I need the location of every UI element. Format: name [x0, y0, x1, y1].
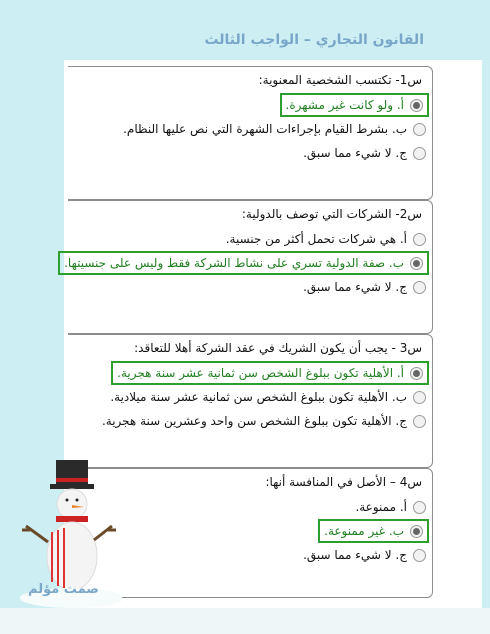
option-label: ج. لا شيء مما سبق. [303, 146, 407, 160]
question-text: س4 – الأصل في المنافسة أنها: [265, 475, 422, 489]
question-text: س3 - يجب أن يكون الشريك في عقد الشركة أهلا للتعاقد: [134, 341, 422, 355]
option-label: أ. هي شركات تحمل أكثر من جنسية. [225, 232, 407, 246]
footer-signature: صمت مؤلم [28, 582, 99, 597]
question-card-2 [64, 200, 433, 334]
option-label: أ. الأهلية تكون ببلوغ الشخص سن ثمانية عشر سنة هجرية. [117, 366, 404, 380]
option-label: ج. لا شيء مما سبق. [303, 280, 407, 294]
radio-button[interactable] [410, 99, 423, 112]
snowman-body-icon [47, 522, 97, 590]
question-card-3 [68, 334, 433, 468]
question-text: س1- تكتسب الشخصية المعنوية: [258, 73, 422, 87]
option-label: أ. ولو كانت غير مشهرة. [285, 98, 404, 112]
option-label: ج. لا شيء مما سبق. [303, 548, 407, 562]
option-b[interactable] [68, 385, 432, 409]
hat-icon [56, 460, 88, 486]
option-a[interactable] [68, 227, 432, 251]
option-label: أ. ممنوعة. [355, 500, 407, 514]
radio-button[interactable] [413, 281, 426, 294]
question-text: س2- الشركات التي توصف بالدولية: [241, 207, 422, 221]
option-label: ب. صفة الدولية تسري على نشاط الشركة فقط وليس على جنسيتها. [64, 256, 404, 270]
question-card-1 [68, 66, 433, 200]
radio-button[interactable] [413, 501, 426, 514]
radio-button[interactable] [413, 147, 426, 160]
radio-button[interactable] [413, 415, 426, 428]
option-label: ب. بشرط القيام بإجراءات الشهرة التي نص عليها النظام. [123, 122, 407, 136]
page-title: القانون التجاري – الواجب الثالث [204, 32, 424, 48]
bottom-strip [0, 608, 490, 634]
radio-button[interactable] [413, 123, 426, 136]
option-c[interactable] [68, 275, 432, 299]
option-a[interactable] [68, 495, 432, 519]
option-c[interactable] [68, 543, 432, 567]
radio-button[interactable] [410, 367, 423, 380]
option-b[interactable] [318, 519, 429, 543]
radio-button[interactable] [410, 257, 423, 270]
question-card-4 [68, 468, 433, 598]
radio-button[interactable] [413, 391, 426, 404]
option-b[interactable] [58, 251, 429, 275]
option-c[interactable] [68, 409, 432, 433]
option-label: ج. الأهلية تكون ببلوغ الشخص سن واحد وعشرين سنة هجرية. [101, 414, 407, 428]
snowman-head-icon [57, 489, 87, 519]
option-label: ب. غير ممنوعة. [324, 524, 404, 538]
radio-button[interactable] [410, 525, 423, 538]
radio-button[interactable] [413, 549, 426, 562]
option-a[interactable] [280, 93, 429, 117]
radio-button[interactable] [413, 233, 426, 246]
option-label: ب. الأهلية تكون ببلوغ الشخص سن ثمانية عشر سنة ميلادية. [110, 390, 407, 404]
option-b[interactable] [68, 117, 432, 141]
option-a[interactable] [111, 361, 429, 385]
option-c[interactable] [68, 141, 432, 165]
